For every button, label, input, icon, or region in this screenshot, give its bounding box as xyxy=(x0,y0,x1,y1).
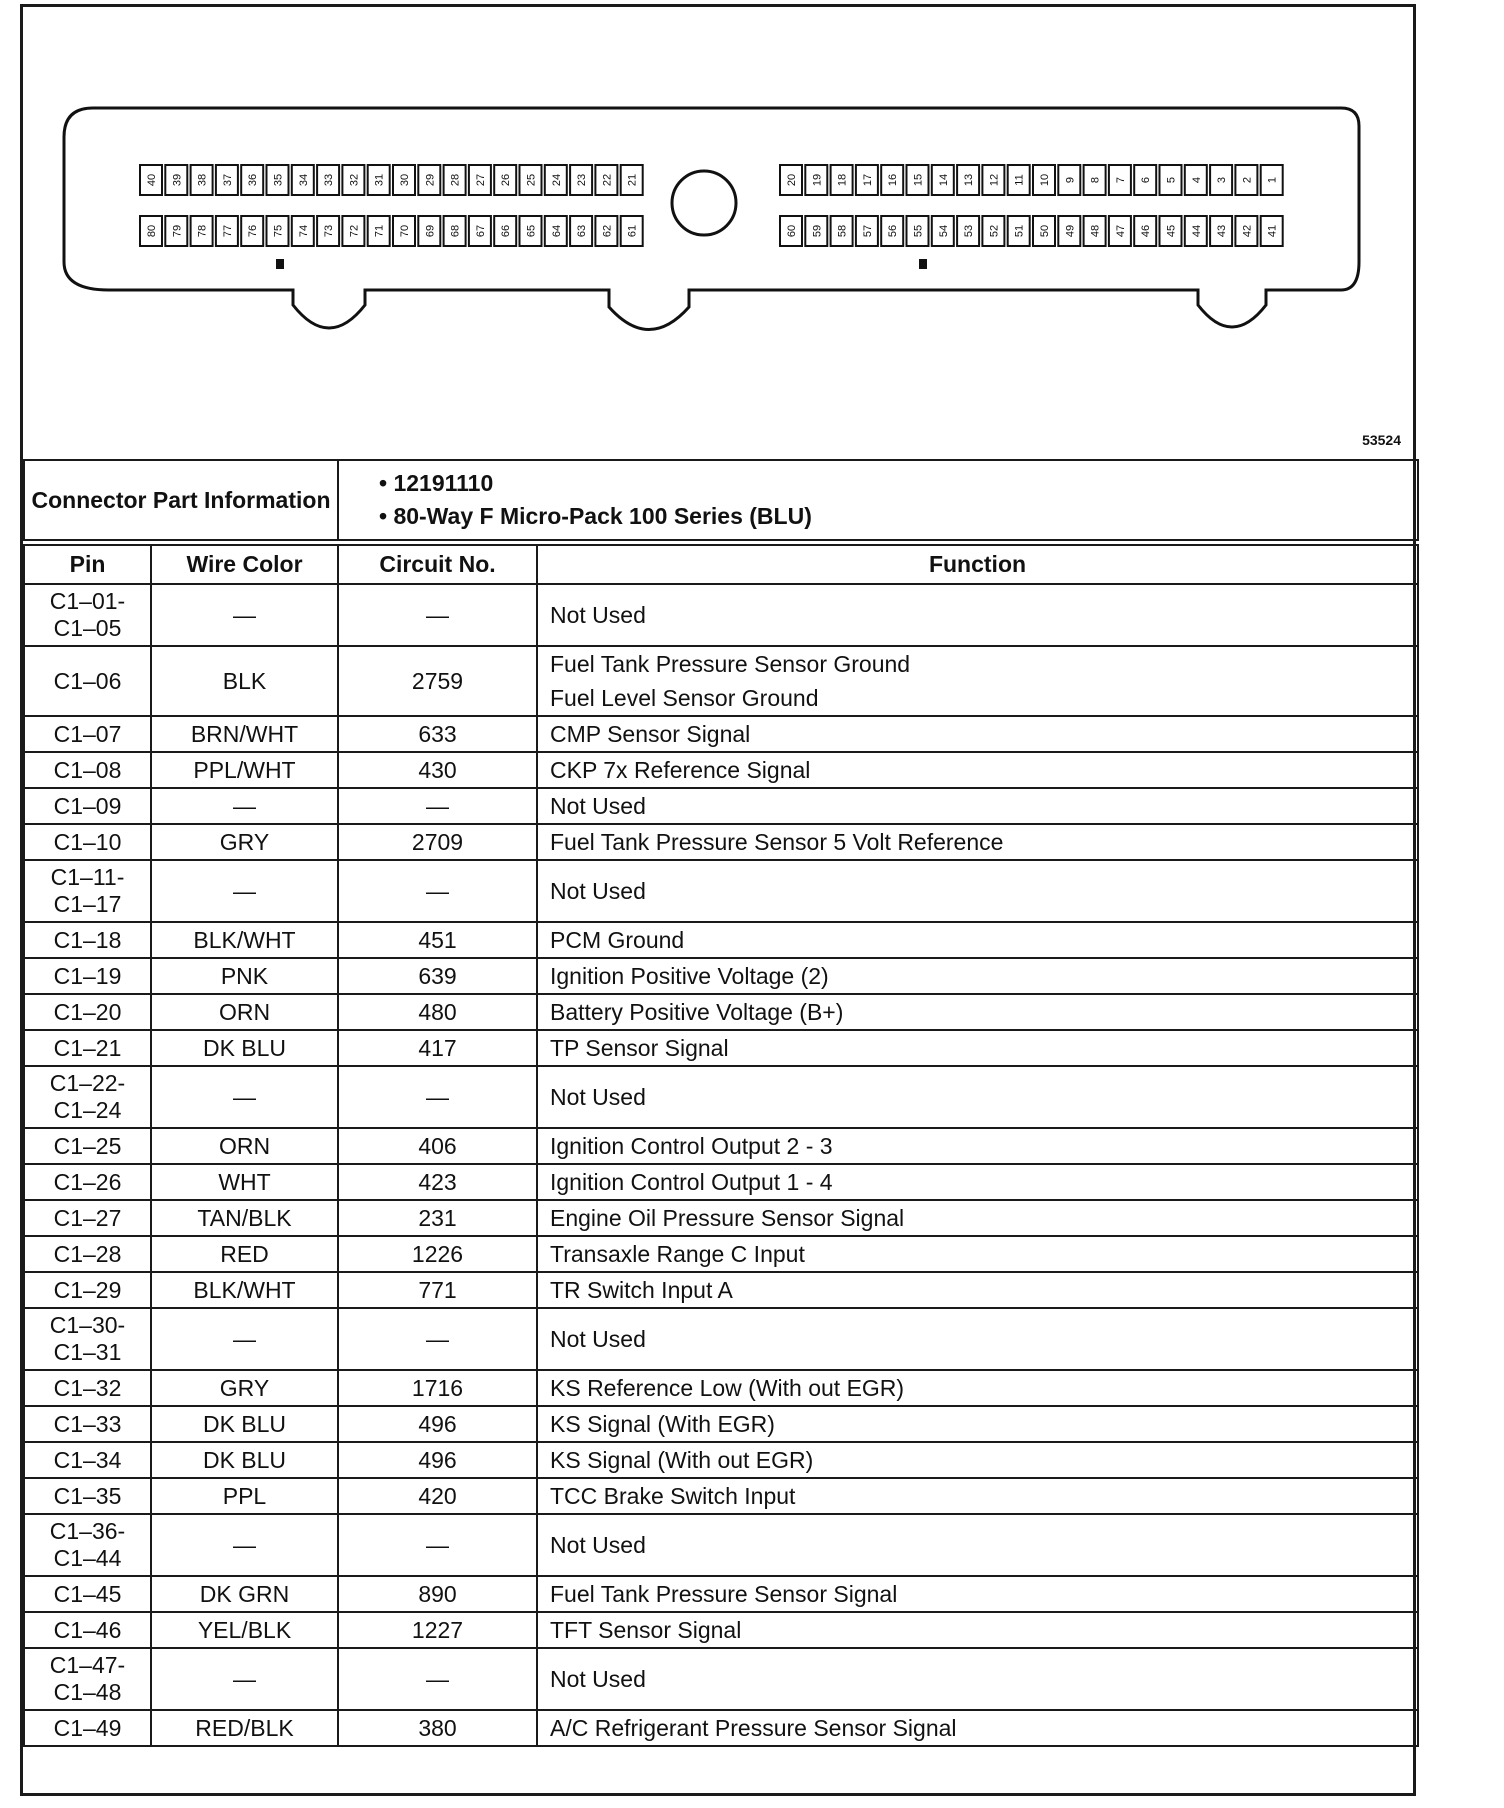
pin-number-label: 75 xyxy=(272,224,285,238)
pin-cell: C1–29 xyxy=(24,1272,151,1308)
pin-number-label: 51 xyxy=(1013,224,1026,238)
pin-cell: C1–07 xyxy=(24,716,151,752)
circuit-cell: 1227 xyxy=(338,1612,537,1648)
pin-number-label: 38 xyxy=(196,173,209,187)
pin-number-label: 78 xyxy=(196,224,209,238)
pin-cell: C1–28 xyxy=(24,1236,151,1272)
pin-number-label: 71 xyxy=(373,224,386,238)
circuit-cell: 480 xyxy=(338,994,537,1030)
pin-number-label: 68 xyxy=(449,224,462,238)
pin-number-label: 34 xyxy=(297,173,310,187)
table-row xyxy=(24,1442,1418,1478)
circuit-cell: — xyxy=(338,584,537,646)
function-cell: KS Signal (With EGR) xyxy=(537,1406,1418,1442)
circuit-cell: 423 xyxy=(338,1164,537,1200)
function-cell: Ignition Positive Voltage (2) xyxy=(537,958,1418,994)
table-row xyxy=(24,1648,1418,1710)
pin-number-label: 21 xyxy=(626,173,639,187)
wire-color-cell: BRN/WHT xyxy=(151,716,338,752)
pin-number-label: 30 xyxy=(399,173,411,187)
pin-cell: C1–06 xyxy=(24,646,151,716)
pin-number-label: 48 xyxy=(1089,224,1102,238)
table-row xyxy=(24,1236,1418,1272)
wire-color-cell: — xyxy=(151,1514,338,1576)
circuit-cell: 430 xyxy=(338,752,537,788)
pin-number-label: 10 xyxy=(1039,173,1051,187)
pin-number-label: 3 xyxy=(1216,176,1229,184)
pin-number-label: 67 xyxy=(474,224,487,238)
pin-cell: C1–11- C1–17 xyxy=(24,860,151,922)
pin-number-label: 17 xyxy=(861,173,874,187)
pin-number-label: 2 xyxy=(1241,176,1254,184)
pin-number-label: 65 xyxy=(525,224,538,238)
wire-color-cell: DK BLU xyxy=(151,1442,338,1478)
pin-number-label: 22 xyxy=(601,173,614,187)
pin-cell: C1–32 xyxy=(24,1370,151,1406)
connector-info-values xyxy=(338,460,1418,540)
header-pin: Pin xyxy=(24,545,151,584)
wire-color-cell: YEL/BLK xyxy=(151,1612,338,1648)
function-cell: KS Signal (With out EGR) xyxy=(537,1442,1418,1478)
pin-number-label: 56 xyxy=(887,224,900,238)
pin-number-label: 39 xyxy=(171,173,184,187)
function-cell: Ignition Control Output 2 - 3 xyxy=(537,1128,1418,1164)
pin-number-label: 24 xyxy=(550,173,563,187)
function-cell: Not Used xyxy=(537,1066,1418,1128)
pin-number-label: 9 xyxy=(1064,176,1077,184)
wire-color-cell: — xyxy=(151,860,338,922)
connector-body-outline xyxy=(64,108,1359,330)
pin-cell: C1–22- C1–24 xyxy=(24,1066,151,1128)
pin-number-label: 11 xyxy=(1013,174,1026,186)
function-cell: Not Used xyxy=(537,1308,1418,1370)
connector-description: • 80-Way F Micro-Pack 100 Series (BLU) xyxy=(379,503,812,529)
table-row xyxy=(24,1406,1418,1442)
table-row xyxy=(24,1272,1418,1308)
function-cell: TCC Brake Switch Input xyxy=(537,1478,1418,1514)
pin-number-label: 26 xyxy=(500,173,513,187)
pin-number-label: 66 xyxy=(500,224,513,238)
pin-number-label: 79 xyxy=(171,224,184,238)
circuit-cell: 406 xyxy=(338,1128,537,1164)
circuit-cell: 451 xyxy=(338,922,537,958)
pin-cell: C1–33 xyxy=(24,1406,151,1442)
pin-number-label: 37 xyxy=(221,173,234,187)
pin-number-label: 59 xyxy=(811,224,824,238)
pin-number-label: 16 xyxy=(887,173,900,187)
pin-number-label: 52 xyxy=(988,224,1001,238)
wire-color-cell: BLK/WHT xyxy=(151,922,338,958)
function-cell: Fuel Tank Pressure Sensor 5 Volt Reference xyxy=(537,824,1418,860)
circuit-cell: 639 xyxy=(338,958,537,994)
pinout-body xyxy=(24,584,1418,1746)
circuit-cell: 2759 xyxy=(338,646,537,716)
table-row xyxy=(24,958,1418,994)
table-row xyxy=(24,1066,1418,1128)
function-cell: TR Switch Input A xyxy=(537,1272,1418,1308)
pin-cell: C1–27 xyxy=(24,1200,151,1236)
table-row xyxy=(24,1576,1418,1612)
pin-number-label: 74 xyxy=(297,224,310,238)
pin-cell: C1–25 xyxy=(24,1128,151,1164)
pin-number-label: 62 xyxy=(601,224,614,238)
circuit-cell: — xyxy=(338,1648,537,1710)
pin-number-label: 6 xyxy=(1140,176,1153,184)
function-cell: Ignition Control Output 1 - 4 xyxy=(537,1164,1418,1200)
pin-number-label: 64 xyxy=(550,224,563,238)
pin-cell: C1–01- C1–05 xyxy=(24,584,151,646)
pin-cell: C1–45 xyxy=(24,1576,151,1612)
pin-number-label: 18 xyxy=(836,173,849,187)
circuit-cell: 496 xyxy=(338,1406,537,1442)
wire-color-cell: PPL xyxy=(151,1478,338,1514)
circuit-cell: — xyxy=(338,1514,537,1576)
function-cell: KS Reference Low (With out EGR) xyxy=(537,1370,1418,1406)
connector-sheet xyxy=(20,4,1416,1796)
table-row xyxy=(24,994,1418,1030)
table-row xyxy=(24,1128,1418,1164)
pin-number-label: 19 xyxy=(811,173,824,187)
function-cell: Fuel Tank Pressure Sensor Ground Fuel Level Sensor Ground xyxy=(537,646,1418,716)
circuit-cell: — xyxy=(338,788,537,824)
pin-cell: C1–49 xyxy=(24,1710,151,1746)
connector-figure xyxy=(23,7,1413,457)
pin-number-label: 29 xyxy=(424,173,437,187)
pin-number-label: 58 xyxy=(836,224,849,238)
circuit-cell: 496 xyxy=(338,1442,537,1478)
function-cell: Not Used xyxy=(537,1648,1418,1710)
function-cell: Not Used xyxy=(537,584,1418,646)
wire-color-cell: ORN xyxy=(151,994,338,1030)
pin-number-label: 42 xyxy=(1241,224,1254,238)
circuit-cell: 420 xyxy=(338,1478,537,1514)
function-cell: Engine Oil Pressure Sensor Signal xyxy=(537,1200,1418,1236)
function-cell: CMP Sensor Signal xyxy=(537,716,1418,752)
pin-number-label: 49 xyxy=(1064,224,1077,238)
wire-color-cell: RED/BLK xyxy=(151,1710,338,1746)
circuit-cell: — xyxy=(338,1066,537,1128)
wire-color-cell: — xyxy=(151,1648,338,1710)
table-row xyxy=(24,1710,1418,1746)
pinout-table xyxy=(23,544,1419,1747)
table-row xyxy=(24,1478,1418,1514)
pin-cell: C1–46 xyxy=(24,1612,151,1648)
pin-number-label: 41 xyxy=(1266,224,1279,238)
circuit-cell: 380 xyxy=(338,1710,537,1746)
connector-face-diagram xyxy=(23,7,1413,457)
table-row xyxy=(24,922,1418,958)
pin-number-label: 5 xyxy=(1165,176,1178,184)
figure-number: 53524 xyxy=(1362,432,1401,448)
wire-color-cell: BLK/WHT xyxy=(151,1272,338,1308)
wire-color-cell: DK GRN xyxy=(151,1576,338,1612)
table-row xyxy=(24,788,1418,824)
pin-number-label: 43 xyxy=(1216,224,1229,238)
pin-number-label: 77 xyxy=(221,224,234,238)
wire-color-cell: ORN xyxy=(151,1128,338,1164)
pin-cell: C1–34 xyxy=(24,1442,151,1478)
pin-cell: C1–18 xyxy=(24,922,151,958)
connector-part-number: • 12191110 xyxy=(379,470,494,496)
pin-number-label: 73 xyxy=(323,224,336,238)
table-row xyxy=(24,1164,1418,1200)
header-function: Function xyxy=(537,545,1418,584)
pin-number-label: 20 xyxy=(786,173,798,187)
pin-number-label: 69 xyxy=(424,224,437,238)
wire-color-cell: — xyxy=(151,1308,338,1370)
wire-color-cell: — xyxy=(151,1066,338,1128)
wire-color-cell: GRY xyxy=(151,824,338,860)
pin-number-label: 70 xyxy=(399,224,411,238)
pin-number-label: 76 xyxy=(247,224,260,238)
pin-number-label: 72 xyxy=(348,224,361,238)
circuit-cell: 771 xyxy=(338,1272,537,1308)
table-row xyxy=(24,646,1418,716)
wire-color-cell: GRY xyxy=(151,1370,338,1406)
pin-number-label: 36 xyxy=(247,173,260,187)
circuit-cell: 231 xyxy=(338,1200,537,1236)
function-cell: Not Used xyxy=(537,860,1418,922)
pin-cell: C1–30- C1–31 xyxy=(24,1308,151,1370)
function-cell: TFT Sensor Signal xyxy=(537,1612,1418,1648)
wire-color-cell: PNK xyxy=(151,958,338,994)
circuit-cell: — xyxy=(338,860,537,922)
table-row xyxy=(24,1200,1418,1236)
function-cell: Battery Positive Voltage (B+) xyxy=(537,994,1418,1030)
table-row xyxy=(24,860,1418,922)
table-row xyxy=(24,1514,1418,1576)
pin-number-label: 28 xyxy=(449,173,462,187)
header-wire-color: Wire Color xyxy=(151,545,338,584)
table-row xyxy=(24,716,1418,752)
pin-number-label: 46 xyxy=(1140,224,1153,238)
pin-number-label: 33 xyxy=(323,173,336,187)
pin-number-label: 23 xyxy=(576,173,589,187)
header-circuit: Circuit No. xyxy=(338,545,537,584)
wire-color-cell: WHT xyxy=(151,1164,338,1200)
pinout-header-row xyxy=(24,545,1418,584)
right-polarization-key xyxy=(919,259,927,269)
wire-color-cell: BLK xyxy=(151,646,338,716)
wire-color-cell: PPL/WHT xyxy=(151,752,338,788)
pin-number-label: 13 xyxy=(963,173,976,187)
pin-number-label: 15 xyxy=(912,173,925,187)
pin-number-label: 61 xyxy=(626,224,639,238)
pin-number-label: 14 xyxy=(937,173,950,187)
pin-number-label: 47 xyxy=(1114,224,1127,238)
table-row xyxy=(24,584,1418,646)
pin-cell: C1–26 xyxy=(24,1164,151,1200)
pin-number-label: 40 xyxy=(146,173,158,187)
table-row xyxy=(24,1308,1418,1370)
wire-color-cell: RED xyxy=(151,1236,338,1272)
function-cell: TP Sensor Signal xyxy=(537,1030,1418,1066)
pin-number-label: 4 xyxy=(1190,176,1203,184)
pin-number-label: 80 xyxy=(146,224,158,238)
pin-number-label: 27 xyxy=(474,173,487,187)
function-cell: Not Used xyxy=(537,788,1418,824)
connector-info-label: Connector Part Information xyxy=(24,460,338,540)
pin-cell: C1–20 xyxy=(24,994,151,1030)
circuit-cell: 1226 xyxy=(338,1236,537,1272)
circuit-cell: 2709 xyxy=(338,824,537,860)
circuit-cell: 890 xyxy=(338,1576,537,1612)
pin-number-label: 31 xyxy=(373,173,386,187)
wire-color-cell: DK BLU xyxy=(151,1406,338,1442)
function-cell: PCM Ground xyxy=(537,922,1418,958)
wire-color-cell: — xyxy=(151,584,338,646)
pin-cell: C1–47- C1–48 xyxy=(24,1648,151,1710)
pin-number-label: 8 xyxy=(1089,176,1102,184)
pin-number-label: 53 xyxy=(963,224,976,238)
connector-center-latch xyxy=(672,171,736,235)
pin-number-label: 7 xyxy=(1114,176,1127,184)
circuit-cell: 633 xyxy=(338,716,537,752)
table-row xyxy=(24,1370,1418,1406)
pin-cell: C1–10 xyxy=(24,824,151,860)
pin-number-label: 63 xyxy=(576,224,589,238)
pin-number-label: 12 xyxy=(988,173,1001,187)
function-cell: Not Used xyxy=(537,1514,1418,1576)
table-row xyxy=(24,1612,1418,1648)
function-cell: CKP 7x Reference Signal xyxy=(537,752,1418,788)
wire-color-cell: TAN/BLK xyxy=(151,1200,338,1236)
function-cell: Fuel Tank Pressure Sensor Signal xyxy=(537,1576,1418,1612)
left-polarization-key xyxy=(276,259,284,269)
table-row xyxy=(24,824,1418,860)
pin-cell: C1–08 xyxy=(24,752,151,788)
circuit-cell: 1716 xyxy=(338,1370,537,1406)
pin-number-label: 32 xyxy=(348,173,361,187)
pin-cell: C1–21 xyxy=(24,1030,151,1066)
pin-number-label: 54 xyxy=(937,224,950,238)
connector-info-table xyxy=(23,459,1419,541)
pin-number-label: 60 xyxy=(786,224,798,238)
function-cell: Transaxle Range C Input xyxy=(537,1236,1418,1272)
pin-number-label: 1 xyxy=(1266,176,1279,184)
pin-number-label: 25 xyxy=(525,173,538,187)
wire-color-cell: DK BLU xyxy=(151,1030,338,1066)
pin-cell: C1–35 xyxy=(24,1478,151,1514)
table-row xyxy=(24,752,1418,788)
pin-number-label: 50 xyxy=(1039,224,1051,238)
pin-number-label: 57 xyxy=(861,224,874,238)
pin-cell: C1–09 xyxy=(24,788,151,824)
pin-cell: C1–19 xyxy=(24,958,151,994)
pin-number-label: 45 xyxy=(1165,224,1178,238)
circuit-cell: 417 xyxy=(338,1030,537,1066)
circuit-cell: — xyxy=(338,1308,537,1370)
pin-number-label: 44 xyxy=(1190,224,1203,238)
pin-number-label: 55 xyxy=(912,224,925,238)
wire-color-cell: — xyxy=(151,788,338,824)
pin-cell: C1–36- C1–44 xyxy=(24,1514,151,1576)
table-row xyxy=(24,1030,1418,1066)
pin-number-label: 35 xyxy=(272,173,285,187)
function-cell: A/C Refrigerant Pressure Sensor Signal xyxy=(537,1710,1418,1746)
